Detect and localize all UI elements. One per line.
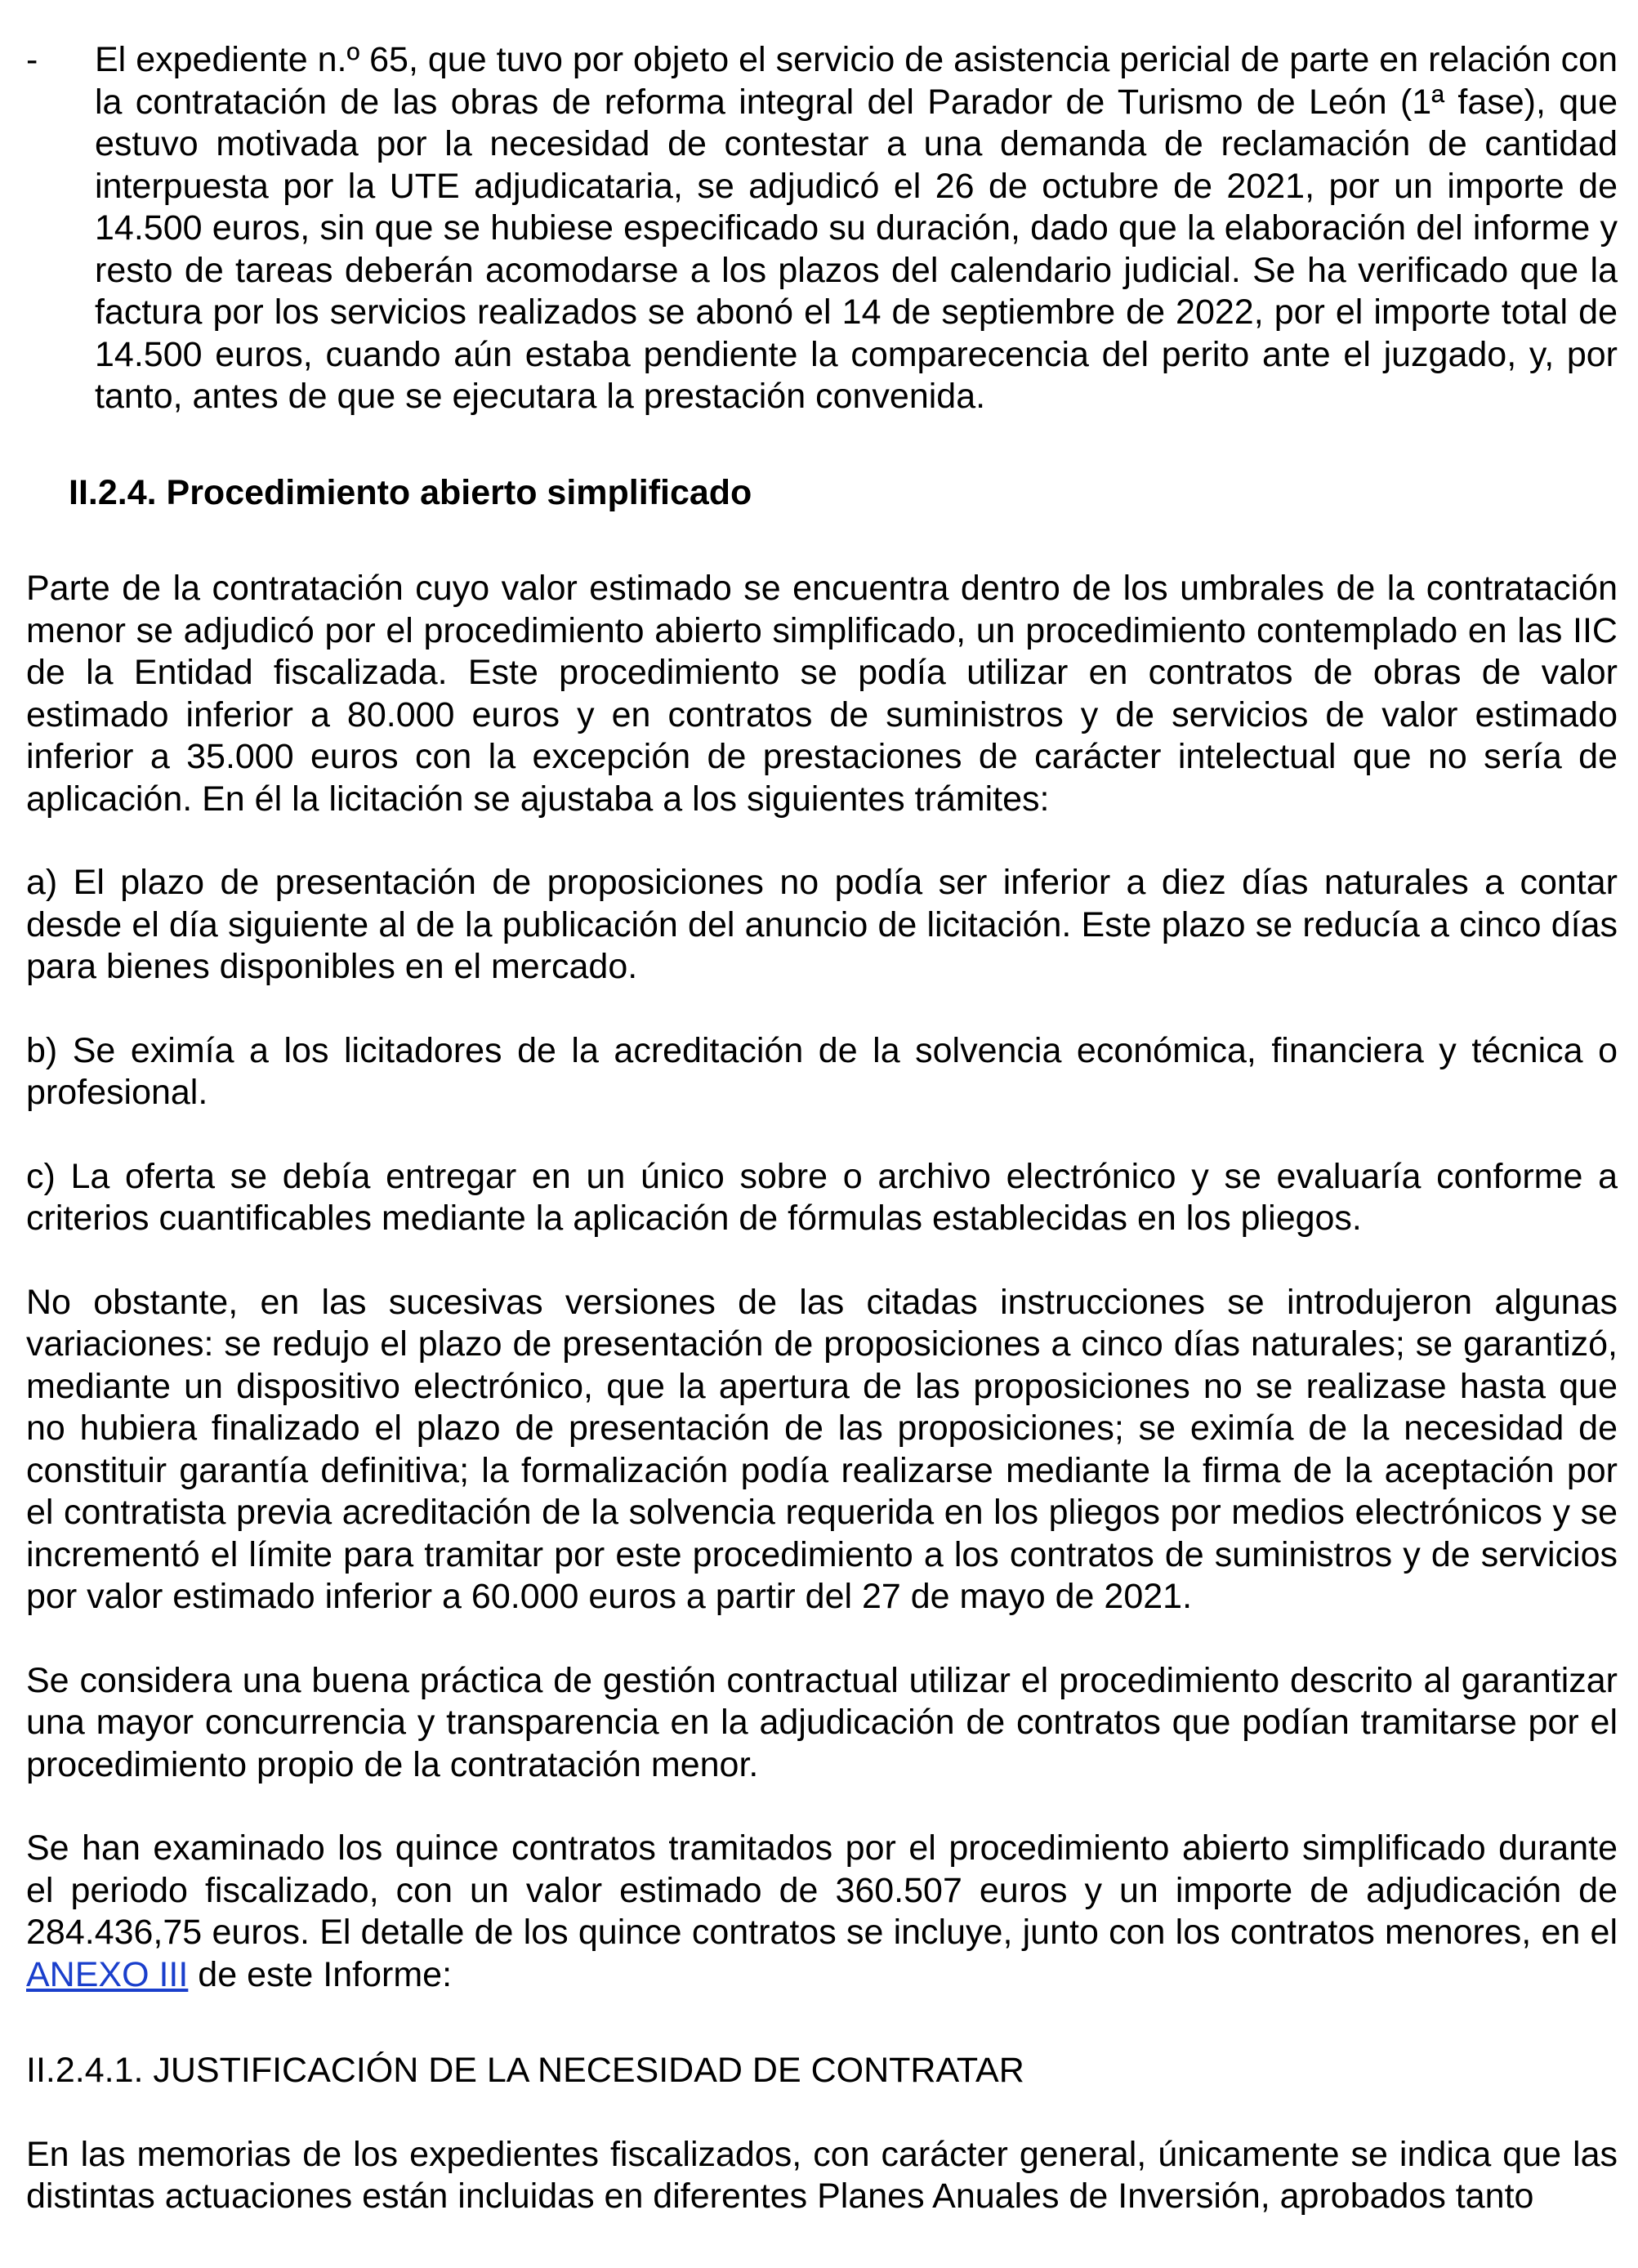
spacer <box>26 2092 1618 2134</box>
paragraph-text-before-link: Se han examinado los quince contratos tramitados por el procedimiento abierto simplificado durante el periodo fiscalizado, con un valor estimado de 360.507 euros y un importe de adjudicación de 284.436,75 euros. El detalle de los quince contratos se incluye, junto con los contratos menores, en el <box>26 1828 1618 1952</box>
paragraph-item-b: b) Se eximía a los licitadores de la acreditación de la solvencia económica, financiera y técnica o profesional. <box>26 1030 1618 1112</box>
spacer <box>26 514 1618 568</box>
bullet-dash: - <box>26 40 38 79</box>
paragraph-good-practice: Se considera una buena práctica de gestión contractual utilizar el procedimiento descrito al garantizar una mayor concurrencia y transparencia en la adjudicación de contratos que podían tramitarse por el procedimiento propio de la contratación menor. <box>26 1660 1618 1784</box>
paragraph-item-a: a) El plazo de presentación de proposiciones no podía ser inferior a diez días naturales a contar desde el día siguiente al de la publicación del anuncio de licitación. Este plazo se reducía a cinco días para bienes disponibles en el mercado. <box>26 863 1618 986</box>
spacer <box>26 989 1618 1030</box>
anexo-iii-link[interactable]: ANEXO III <box>26 1954 189 1994</box>
spacer <box>26 1114 1618 1156</box>
bullet-text: El expediente n.º 65, que tuvo por objeto el servicio de asistencia pericial de parte en relación con la contratación de las obras de reforma integral del Parador de Turismo de León (1ª fase), que estuvo motivada por la necesidad de contestar a una demanda de reclamación de cantidad interpuesta por la UTE adjudicataria, se adjudicó el 26 de octubre de 2021, por un importe de 14.500 euros, sin que se hubiese especificado su duración, dado que la elaboración del informe y resto de tareas deberán acomodarse a los plazos del calendario judicial. Se ha verificado que la factura por los servicios realizados se abonó el 14 de septiembre de 2022, por el importe total de 14.500 euros, cuando aún estaba pendiente la comparecencia del perito ante el juzgado, y, por tanto, antes de que se ejecutara la prestación convenida. <box>95 40 1618 416</box>
spacer <box>26 1996 1618 2050</box>
paragraph-item-c: c) La oferta se debía entregar en un único sobre o archivo electrónico y se evaluaría conforme a criterios cuantificables mediante la aplicación de fórmulas establecidas en los pliegos. <box>26 1156 1618 1238</box>
bullet-item-expediente-65 <box>26 39 1618 418</box>
paragraph-memorias: En las memorias de los expedientes fiscalizados, con carácter general, únicamente se indica que las distintas actuaciones están incluidas en diferentes Planes Anuales de Inversión, aprobados tanto <box>26 2134 1618 2216</box>
spacer <box>26 1240 1618 1282</box>
spacer <box>26 820 1618 862</box>
document-page <box>26 39 1618 2218</box>
paragraph-contracts-examined <box>26 1828 1618 1996</box>
paragraph-text-after-link: de este Informe: <box>188 1954 453 1994</box>
subsection-heading: II.2.4.1. JUSTIFICACIÓN DE LA NECESIDAD DE CONTRATAR <box>26 2051 1024 2090</box>
spacer <box>26 1786 1618 1828</box>
spacer <box>26 1618 1618 1660</box>
paragraph-intro: Parte de la contratación cuyo valor estimado se encuentra dentro de los umbrales de la contratación menor se adjudicó por el procedimiento abierto simplificado, un procedimiento contemplado en las IIC de la Entidad fiscalizada. Este procedimiento se podía utilizar en contratos de obras de valor estimado inferior a 80.000 euros y en contratos de suministros y de servicios de valor estimado inferior a 35.000 euros con la excepción de prestaciones de carácter intelectual que no sería de aplicación. En él la licitación se ajustaba a los siguientes trámites: <box>26 569 1618 819</box>
spacer <box>26 418 1618 472</box>
paragraph-variations: No obstante, en las sucesivas versiones de las citadas instrucciones se introdujeron algunas variaciones: se redujo el plazo de presentación de proposiciones a cinco días naturales; se garantizó, mediante un dispositivo electrónico, que la apertura de las proposiciones no se realizase hasta que no hubiera finalizado el plazo de presentación de las proposiciones; se eximía de la necesidad de constituir garantía definitiva; la formalización podía realizarse mediante la firma de la aceptación por el contratista previa acreditación de la solvencia requerida en los pliegos por medios electrónicos y se incrementó el límite para tramitar por este procedimiento a los contratos de suministros y de servicios por valor estimado inferior a 60.000 euros a partir del 27 de mayo de 2021. <box>26 1282 1618 1616</box>
section-heading: II.2.4. Procedimiento abierto simplificado <box>69 472 752 512</box>
